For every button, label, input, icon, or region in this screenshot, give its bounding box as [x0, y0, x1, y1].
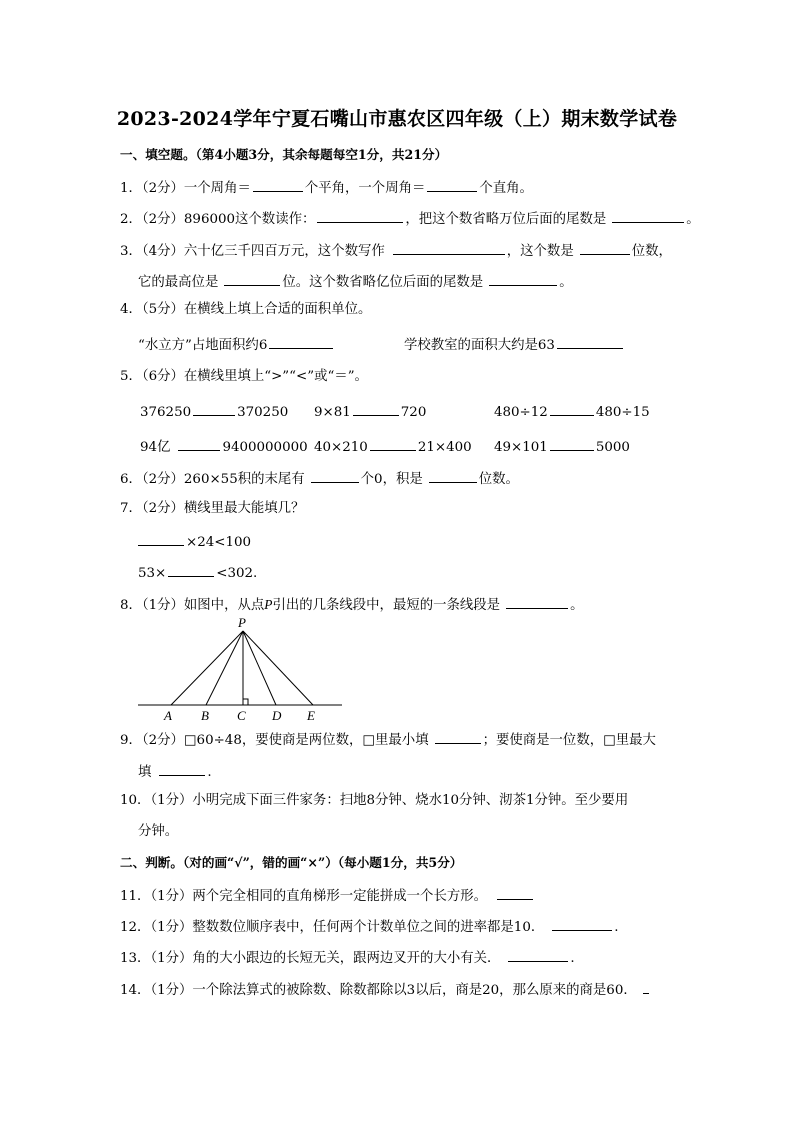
q2-blank-1[interactable]: [317, 208, 403, 223]
segment-pa: [171, 631, 243, 705]
q2-text-post: 。: [686, 212, 700, 227]
q5-r2c2: [314, 436, 472, 457]
q5-r2c2-left: 40×210: [314, 440, 368, 455]
q5-r2c2-right: 21×400: [417, 440, 472, 455]
q5-blank-1[interactable]: [193, 401, 235, 416]
q5-r1c2-left: 9×81: [314, 405, 351, 420]
q7-expr-2-pre: 53×: [138, 566, 167, 581]
q2-blank-2[interactable]: [612, 208, 684, 223]
q9-text-pre: 9．（2分）□60÷48，要使商是两位数，□里最小填: [120, 733, 429, 748]
question-1: [120, 177, 533, 198]
question-9-line-1: [120, 729, 656, 750]
q6-blank-1[interactable]: [311, 468, 359, 483]
q1-text-mid: 个平角，一个周角＝: [304, 181, 426, 196]
q4-item-1: [138, 334, 335, 355]
q8-text-pre: 8．（1分）如图中，从点: [120, 598, 265, 613]
label-d: D: [272, 708, 282, 723]
label-a: A: [164, 708, 172, 723]
question-13: [120, 947, 575, 968]
q5-blank-4[interactable]: [178, 436, 220, 451]
q12-text: 12．（1分）整数数位顺序表中，任何两个计数单位之间的进率都是10．: [120, 920, 545, 935]
question-5: 5．（6分）在横线里填上“>”“<”或“＝”。: [120, 369, 368, 384]
q5-blank-3[interactable]: [550, 401, 594, 416]
q3-line2-post: 。: [559, 275, 573, 290]
geometry-figure: [136, 613, 346, 723]
section-heading-judgement: 二、判断。（对的画“√”，错的画“×”）（每小题1分，共5分）: [120, 855, 463, 870]
q3-text-post: 位数，: [631, 244, 672, 259]
q1-text-pre: 1．（2分）一个周角＝: [120, 181, 251, 196]
q4-item-2: [404, 334, 625, 355]
q14-blank[interactable]: [643, 979, 649, 994]
q5-r2c3-right: 5000: [595, 440, 630, 455]
q4-blank-2[interactable]: [557, 334, 623, 349]
segment-pd: [243, 631, 276, 705]
q13-text-post: .: [570, 951, 575, 966]
q6-text-pre: 6．（2分）260×55积的末尾有: [120, 472, 305, 487]
q1-blank-2[interactable]: [427, 177, 477, 192]
q7-expr-2-post: <302.: [216, 566, 258, 581]
q5-r2c1-left: 94亿: [140, 440, 171, 455]
segment-pe: [243, 631, 313, 705]
q4-blank-1[interactable]: [269, 334, 333, 349]
q5-r1c2-right: 720: [400, 405, 427, 420]
question-8: [120, 594, 583, 615]
label-e: E: [307, 708, 315, 723]
q5-r2c1-right: 9400000000: [222, 440, 308, 455]
question-2: [120, 208, 700, 229]
q7-expr-2: [138, 562, 257, 583]
label-c: C: [237, 708, 246, 723]
q5-r2c3: [494, 436, 630, 457]
question-7: 7．（2分）横线里最大能填几？: [120, 501, 305, 516]
question-3-line-2: [138, 271, 573, 292]
q9-text-mid: ；要使商是一位数，□里最大: [482, 733, 656, 748]
q5-blank-5[interactable]: [370, 436, 416, 451]
question-3-line-1: [120, 240, 672, 261]
q6-text-mid: 个0，积是: [360, 472, 423, 487]
q9-line2-pre: 填: [138, 765, 152, 780]
q4-item-2-text: 学校教室的面积大约是63: [404, 338, 555, 353]
q7-expr-1-text: ×24<100: [186, 535, 252, 550]
question-6: [120, 468, 519, 489]
section-heading-fill-in: 一、填空题。（第4小题3分，其余每题每空1分，共21分）: [120, 147, 448, 162]
q9-line2-post: .: [207, 765, 212, 780]
q4-item-1-text: “水立方”占地面积约6: [138, 338, 268, 353]
q5-r2c1: [140, 436, 308, 457]
segment-pb: [206, 631, 243, 705]
q6-text-post: 位数。: [478, 472, 519, 487]
q13-blank[interactable]: [508, 947, 568, 962]
q3-blank-1[interactable]: [393, 240, 505, 255]
q5-r1c1-left: 376250: [140, 405, 192, 420]
q1-blank-1[interactable]: [253, 177, 303, 192]
question-10-line-2: 分钟。: [138, 824, 179, 839]
q5-r1c1-right: 370250: [237, 405, 289, 420]
q3-line2-pre: 它的最高位是: [138, 275, 219, 290]
q5-r1c3-left: 480÷12: [494, 405, 548, 420]
label-p: P: [238, 615, 246, 630]
q3-text-mid: ，这个数是: [506, 244, 574, 259]
q8-text-post: 。: [570, 598, 584, 613]
q5-r1c2: [314, 401, 426, 422]
q13-text: 13．（1分）角的大小跟边的长短无关，跟两边叉开的大小有关．: [120, 951, 501, 966]
question-14: [120, 979, 651, 1000]
q5-r1c1: [140, 401, 288, 422]
q11-text: 11．（1分）两个完全相同的直角梯形一定能拼成一个长方形。: [120, 889, 488, 904]
q12-blank[interactable]: [552, 916, 612, 931]
q14-text: 14．（1分）一个除法算式的被除数、除数都除以3以后，商是20，那么原来的商是60．: [120, 983, 637, 998]
q8-point-p: P: [264, 597, 273, 612]
page-title: 2023-2024学年宁夏石嘴山市惠农区四年级（上）期末数学试卷: [116, 108, 678, 130]
q8-blank[interactable]: [506, 594, 568, 609]
question-12: [120, 916, 619, 937]
question-10-line-1: 10．（1分）小明完成下面三件家务：扫地8分钟、烧水10分钟、沏茶1分钟。至少要用: [120, 793, 629, 808]
q3-blank-4[interactable]: [489, 271, 557, 286]
q5-blank-2[interactable]: [353, 401, 399, 416]
q5-blank-6[interactable]: [550, 436, 594, 451]
q6-blank-2[interactable]: [429, 468, 477, 483]
question-4: 4．（5分）在横线上填上合适的面积单位。: [120, 302, 372, 317]
q3-blank-3[interactable]: [224, 271, 280, 286]
q7-expr-1: [138, 531, 251, 552]
q8-text-mid: 引出的几条线段中，最短的一条线段是: [272, 598, 501, 613]
q12-text-post: .: [614, 920, 619, 935]
q3-line2-mid: 位。这个数省略亿位后面的尾数是: [282, 275, 484, 290]
q3-text-pre: 3．（4分）六十亿三千四百万元，这个数写作: [120, 244, 385, 259]
q7-blank-1[interactable]: [138, 531, 184, 546]
q2-text-pre: 2．（2分）896000这个数读作：: [120, 212, 316, 227]
q5-r1c3: [494, 401, 650, 422]
q9-blank-2[interactable]: [159, 761, 205, 776]
q5-r1c3-right: 480÷15: [595, 405, 650, 420]
q2-text-mid: ，把这个数省略万位后面的尾数是: [405, 212, 607, 227]
label-b: B: [201, 708, 209, 723]
q7-blank-2[interactable]: [168, 562, 214, 577]
q11-blank[interactable]: [497, 885, 533, 900]
q9-blank-1[interactable]: [435, 729, 481, 744]
right-angle-mark: [243, 699, 248, 705]
q1-text-post: 个直角。: [479, 181, 533, 196]
q3-blank-2[interactable]: [580, 240, 630, 255]
q5-r2c3-left: 49×101: [494, 440, 548, 455]
question-9-line-2: [138, 761, 212, 782]
question-11: [120, 885, 535, 906]
